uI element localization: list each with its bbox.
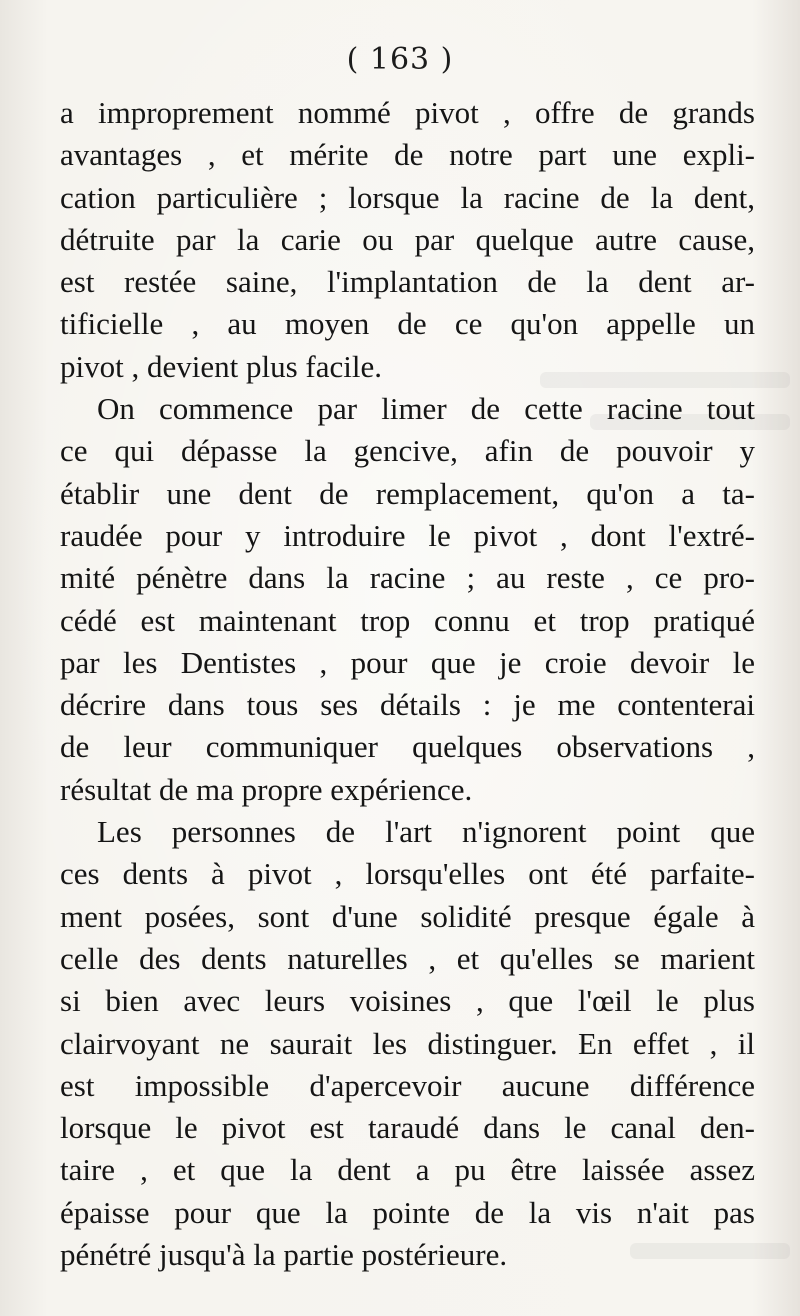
text-line: a improprement nommé pivot , offre de grands <box>60 95 755 130</box>
text-line: taire , et que la dent a pu être laissée assez <box>60 1152 755 1188</box>
text-line: ce qui dépasse la gencive, afin de pouvoir y <box>60 433 755 469</box>
text-line: cédé est maintenant trop connu et trop pratiqué <box>60 602 755 638</box>
text-line: résultat de ma propre expérience. <box>60 771 473 807</box>
text-line: pivot , devient plus facile. <box>60 348 382 384</box>
text-line: de leur communiquer quelques observations , <box>60 729 755 765</box>
text-line: raudée pour y introduire le pivot , dont l'extré- <box>60 517 755 553</box>
text-line: établir une dent de remplacement, qu'on a ta- <box>60 475 755 511</box>
text-line: cation particulière ; lorsque la racine de la dent, <box>60 179 755 215</box>
text-line: est impossible d'apercevoir aucune différence <box>60 1067 755 1103</box>
text-line: épaisse pour que la pointe de la vis n'ait pas <box>60 1194 755 1230</box>
text-line: lorsque le pivot est taraudé dans le canal den- <box>60 1110 755 1146</box>
text-line: clairvoyant ne saurait les distinguer. En effet , il <box>60 1025 755 1061</box>
body-text <box>60 92 755 1276</box>
text-line: ment posées, sont d'une solidité presque égale à <box>60 898 755 934</box>
text-line: pénétré jusqu'à la partie postérieure. <box>60 1237 508 1273</box>
text-line: Les personnes de l'art n'ignorent point que <box>97 814 755 850</box>
text-line: par les Dentistes , pour que je croie devoir le <box>60 644 755 680</box>
text-line: ces dents à pivot , lorsqu'elles ont été parfaite- <box>60 856 755 892</box>
page-number: ( 163 ) <box>346 42 454 77</box>
text-line: celle des dents naturelles , et qu'elles se marient <box>60 940 755 976</box>
paragraph <box>60 811 755 1276</box>
text-line: détruite par la carie ou par quelque autre cause, <box>60 221 755 257</box>
paragraph <box>60 92 755 388</box>
paragraph <box>60 388 755 811</box>
text-line: si bien avec leurs voisines , que l'œil le plus <box>60 983 755 1019</box>
text-line: décrire dans tous ses détails : je me contenterai <box>60 687 755 723</box>
text-line: avantages , et mérite de notre part une expli- <box>60 137 755 173</box>
text-line: mité pénètre dans la racine ; au reste , ce pro- <box>60 560 755 596</box>
text-line: est restée saine, l'implantation de la dent ar- <box>60 264 755 300</box>
text-line: On commence par limer de cette racine tout <box>97 391 755 427</box>
text-line: tificielle , au moyen de ce qu'on appelle un <box>60 306 755 342</box>
